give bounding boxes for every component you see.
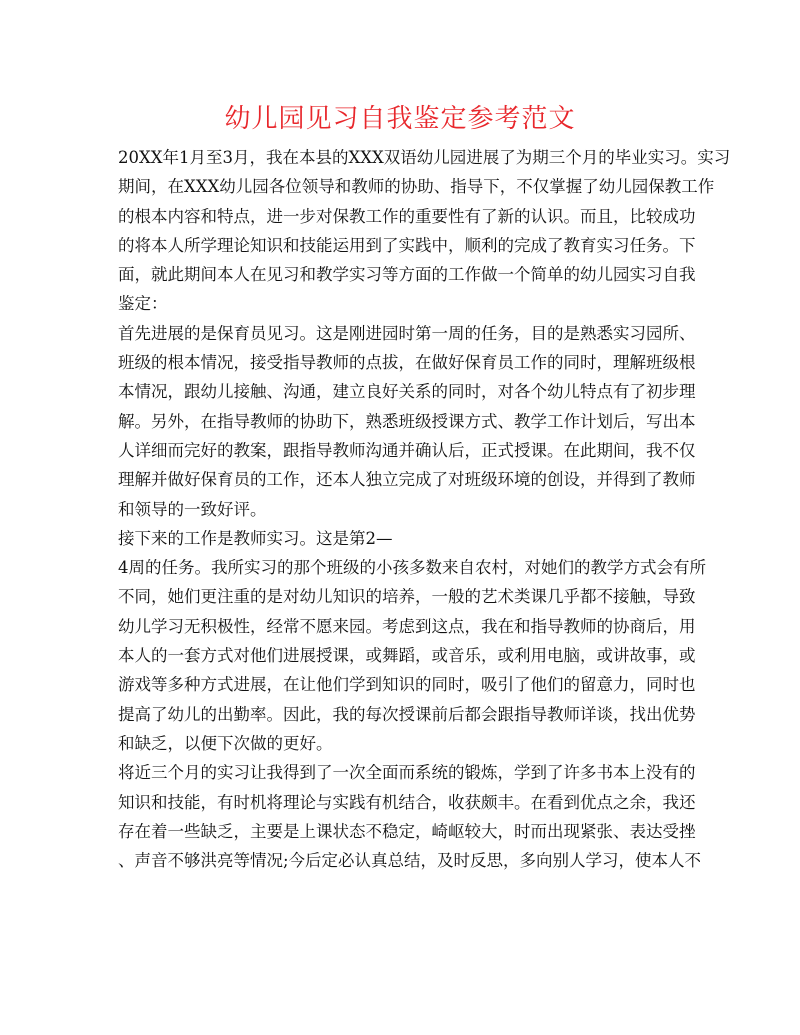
text-line: 将近三个月的实习让我得到了一次全面而系统的锻炼，学到了许多书本上没有的	[118, 763, 696, 783]
text-line: 20XX年1月至3月，我在本县的XXX双语幼儿园进展了为期三个月的毕业实习。实习	[118, 148, 731, 167]
text-line: 的将本人所学理论知识和技能运用到了实践中，顺利的完成了教育实习任务。下	[118, 235, 696, 255]
text-line: 解。另外，在指导教师的协助下，熟悉班级授课方式、教学工作计划后，写出本	[118, 411, 696, 431]
text-line: 提高了幼儿的出勤率。因此，我的每次授课前后都会跟指导教师详谈，找出优势	[118, 704, 696, 724]
document-title: 幼儿园见习自我鉴定参考范文	[224, 104, 576, 134]
document-body	[118, 143, 731, 875]
text-line: 和领导的一致好评。	[118, 499, 267, 519]
text-line: 理解并做好保育员的工作，还本人独立完成了对班级环境的创设，并得到了教师	[118, 470, 696, 490]
text-line: 和缺乏，以便下次做的更好。	[118, 733, 333, 753]
text-line: 期间，在XXX幼儿园各位领导和教师的协助、指导下，不仅掌握了幼儿园保教工作	[118, 177, 715, 197]
text-line: 知识和技能，有时机将理论与实践有机结合，收获颇丰。在看到优点之余，我还	[118, 792, 696, 812]
text-line: 本人的一套方式对他们进展授课，或舞蹈，或音乐，或利用电脑，或讲故事，或	[118, 646, 696, 666]
text-line: 首先进展的是保育员见习。这是刚进园时第一周的任务，目的是熟悉实习园所、	[118, 323, 696, 343]
text-line: 不同，她们更注重的是对幼儿知识的培养，一般的艺术类课几乎都不接触，导致	[118, 587, 696, 607]
text-line: 、声音不够洪亮等情况;今后定必认真总结，及时反思，多向别人学习，使本人不	[118, 851, 702, 871]
text-line: 面，就此期间本人在见习和教学实习等方面的工作做一个简单的幼儿园实习自我	[118, 265, 696, 285]
text-line: 幼儿学习无积极性，经常不愿来园。考虑到这点，我在和指导教师的协商后，用	[118, 616, 696, 636]
text-line: 存在着一些缺乏，主要是上课状态不稳定，崎岖较大，时而出现紧张、表达受挫	[118, 821, 696, 841]
text-line: 人详细而完好的教案，跟指导教师沟通并确认后，正式授课。在此期间，我不仅	[118, 440, 696, 460]
text-line: 的根本内容和特点，进一步对保教工作的重要性有了新的认识。而且，比较成功	[118, 206, 696, 226]
text-line: 4周的任务。我所实习的那个班级的小孩多数来自农村，对她们的教学方式会有所	[118, 558, 706, 578]
text-line: 接下来的工作是教师实习。这是第2—	[118, 528, 393, 548]
text-line: 鉴定：	[118, 294, 168, 314]
text-line: 班级的根本情况，接受指导教师的点拔，在做好保育员工作的同时，理解班级根	[118, 353, 696, 373]
text-line: 本情况，跟幼儿接触、沟通，建立良好关系的同时，对各个幼儿特点有了初步理	[118, 382, 696, 402]
text-line: 游戏等多种方式进展，在让他们学到知识的同时，吸引了他们的留意力，同时也	[118, 675, 696, 695]
